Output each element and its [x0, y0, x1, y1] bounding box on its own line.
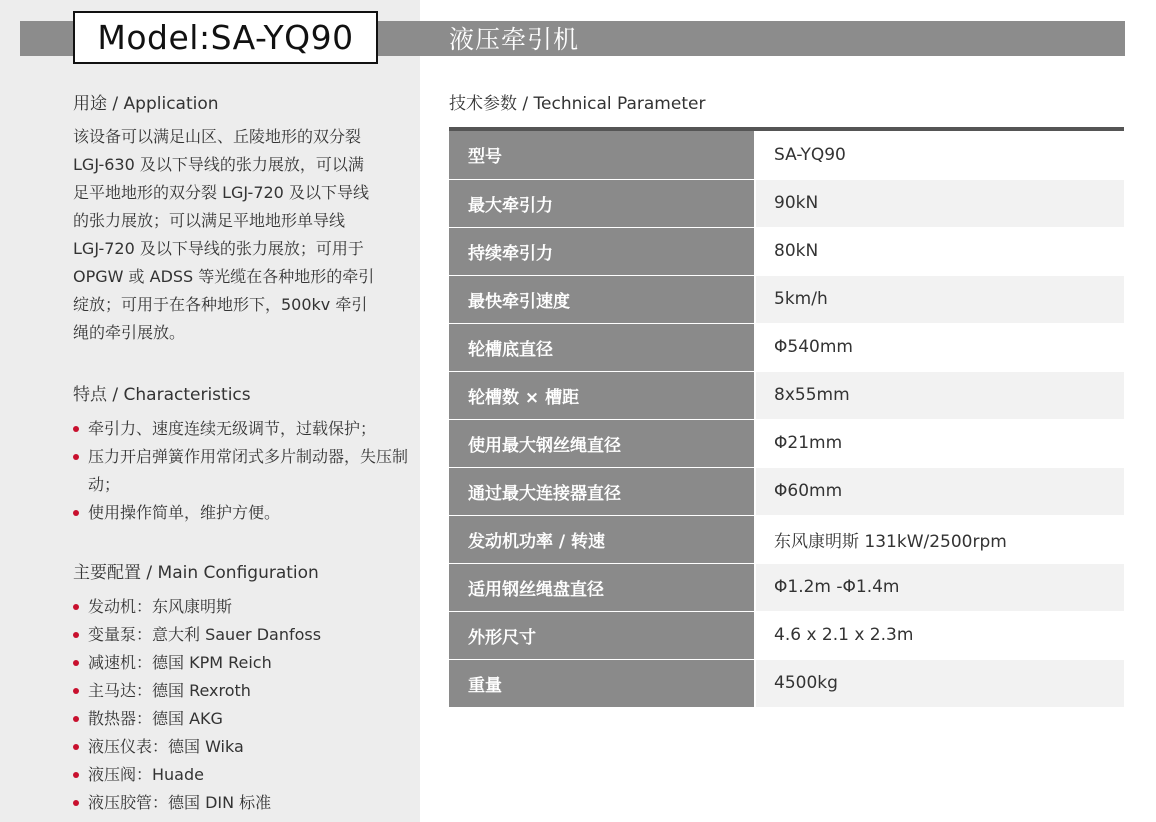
table-row: [449, 467, 1124, 515]
param-value: Φ60mm: [755, 467, 1124, 515]
param-value: 80kN: [755, 227, 1124, 275]
bullet-dot-icon: [73, 632, 79, 638]
list-item: [73, 761, 413, 789]
table-row: [449, 563, 1124, 611]
bullet-dot-icon: [73, 454, 79, 460]
model-label: Model:SA-YQ90: [73, 11, 378, 64]
application-text: [73, 123, 403, 347]
application-line: 的张力展放；可以满足平地地形单导线: [73, 211, 346, 230]
application-line: LGJ-630 及以下导线的张力展放，可以满: [73, 155, 364, 174]
application-line: 绳的牵引展放。: [73, 323, 186, 342]
bullet-dot-icon: [73, 800, 79, 806]
param-value: Φ1.2m -Φ1.4m: [755, 563, 1124, 611]
application-line: 绽放；可用于在各种地形下，500kv 牵引: [73, 295, 368, 314]
technical-heading: 技术参数 / Technical Parameter: [449, 94, 706, 114]
param-key: 使用最大钢丝绳直径: [449, 419, 755, 467]
bullet-dot-icon: [73, 510, 79, 516]
list-item: [73, 649, 413, 677]
param-value: SA-YQ90: [755, 131, 1124, 179]
bullet-dot-icon: [73, 688, 79, 694]
table-row: [449, 371, 1124, 419]
param-key: 持续牵引力: [449, 227, 755, 275]
bullet-dot-icon: [73, 772, 79, 778]
bullet-dot-icon: [73, 426, 79, 432]
configuration-text: 主马达：德国 Rexroth: [88, 681, 251, 700]
list-item: [73, 733, 413, 761]
table-row: [449, 227, 1124, 275]
param-key: 通过最大连接器直径: [449, 467, 755, 515]
param-value: 东风康明斯 131kW/2500rpm: [755, 515, 1124, 563]
bullet-dot-icon: [73, 660, 79, 666]
bullet-dot-icon: [73, 744, 79, 750]
param-value: 4500kg: [755, 659, 1124, 707]
table-row: [449, 323, 1124, 371]
param-value: 5km/h: [755, 275, 1124, 323]
param-value: Φ540mm: [755, 323, 1124, 371]
param-key: 发动机功率 / 转速: [449, 515, 755, 563]
configuration-text: 变量泵：意大利 Sauer Danfoss: [88, 625, 322, 644]
table-row: [449, 611, 1124, 659]
list-item: [73, 443, 413, 499]
application-line: 该设备可以满足山区、丘陵地形的双分裂: [73, 127, 362, 146]
list-item: [73, 677, 413, 705]
table-row: [449, 659, 1124, 707]
bullet-dot-icon: [73, 716, 79, 722]
configuration-text: 液压仪表：德国 Wika: [88, 737, 244, 756]
table-row: [449, 131, 1124, 179]
configuration-text: 减速机：德国 KPM Reich: [88, 653, 272, 672]
list-item: [73, 593, 413, 621]
param-key: 型号: [449, 131, 755, 179]
configuration-heading: 主要配置 / Main Configuration: [73, 563, 319, 583]
table-row: [449, 275, 1124, 323]
configuration-text: 发动机：东风康明斯: [88, 597, 233, 616]
param-value: 90kN: [755, 179, 1124, 227]
application-line: 足平地地形的双分裂 LGJ-720 及以下导线: [73, 183, 369, 202]
configuration-list: [73, 593, 413, 817]
bullet-dot-icon: [73, 604, 79, 610]
table-row: [449, 515, 1124, 563]
param-key: 适用钢丝绳盘直径: [449, 563, 755, 611]
configuration-text: 散热器：德国 AKG: [88, 709, 223, 728]
param-key: 外形尺寸: [449, 611, 755, 659]
list-item: [73, 415, 413, 443]
param-key: 轮槽底直径: [449, 323, 755, 371]
characteristic-text: 使用操作简单，维护方便。: [88, 503, 281, 522]
application-line: LGJ-720 及以下导线的张力展放；可用于: [73, 239, 364, 258]
param-key: 重量: [449, 659, 755, 707]
parameter-table: [449, 131, 1124, 708]
list-item: [73, 789, 413, 817]
characteristics-heading: 特点 / Characteristics: [73, 385, 251, 405]
param-value: 8x55mm: [755, 371, 1124, 419]
param-key: 最快牵引速度: [449, 275, 755, 323]
characteristics-list: [73, 415, 413, 527]
configuration-text: 液压阀：Huade: [88, 765, 204, 784]
list-item: [73, 499, 413, 527]
param-key: 轮槽数 × 槽距: [449, 371, 755, 419]
configuration-text: 液压胶管：德国 DIN 标准: [88, 793, 272, 812]
table-row: [449, 179, 1124, 227]
table-row: [449, 419, 1124, 467]
characteristic-text: 压力开启弹簧作用常闭式多片制动器，失压制动；: [88, 447, 409, 494]
characteristic-text: 牵引力、速度连续无级调节，过载保护；: [88, 419, 377, 438]
application-heading: 用途 / Application: [73, 94, 219, 114]
param-value: 4.6 x 2.1 x 2.3m: [755, 611, 1124, 659]
product-name: 液压牵引机: [449, 25, 580, 54]
param-key: 最大牵引力: [449, 179, 755, 227]
list-item: [73, 621, 413, 649]
application-line: OPGW 或 ADSS 等光缆在各种地形的牵引: [73, 267, 375, 286]
list-item: [73, 705, 413, 733]
param-value: Φ21mm: [755, 419, 1124, 467]
